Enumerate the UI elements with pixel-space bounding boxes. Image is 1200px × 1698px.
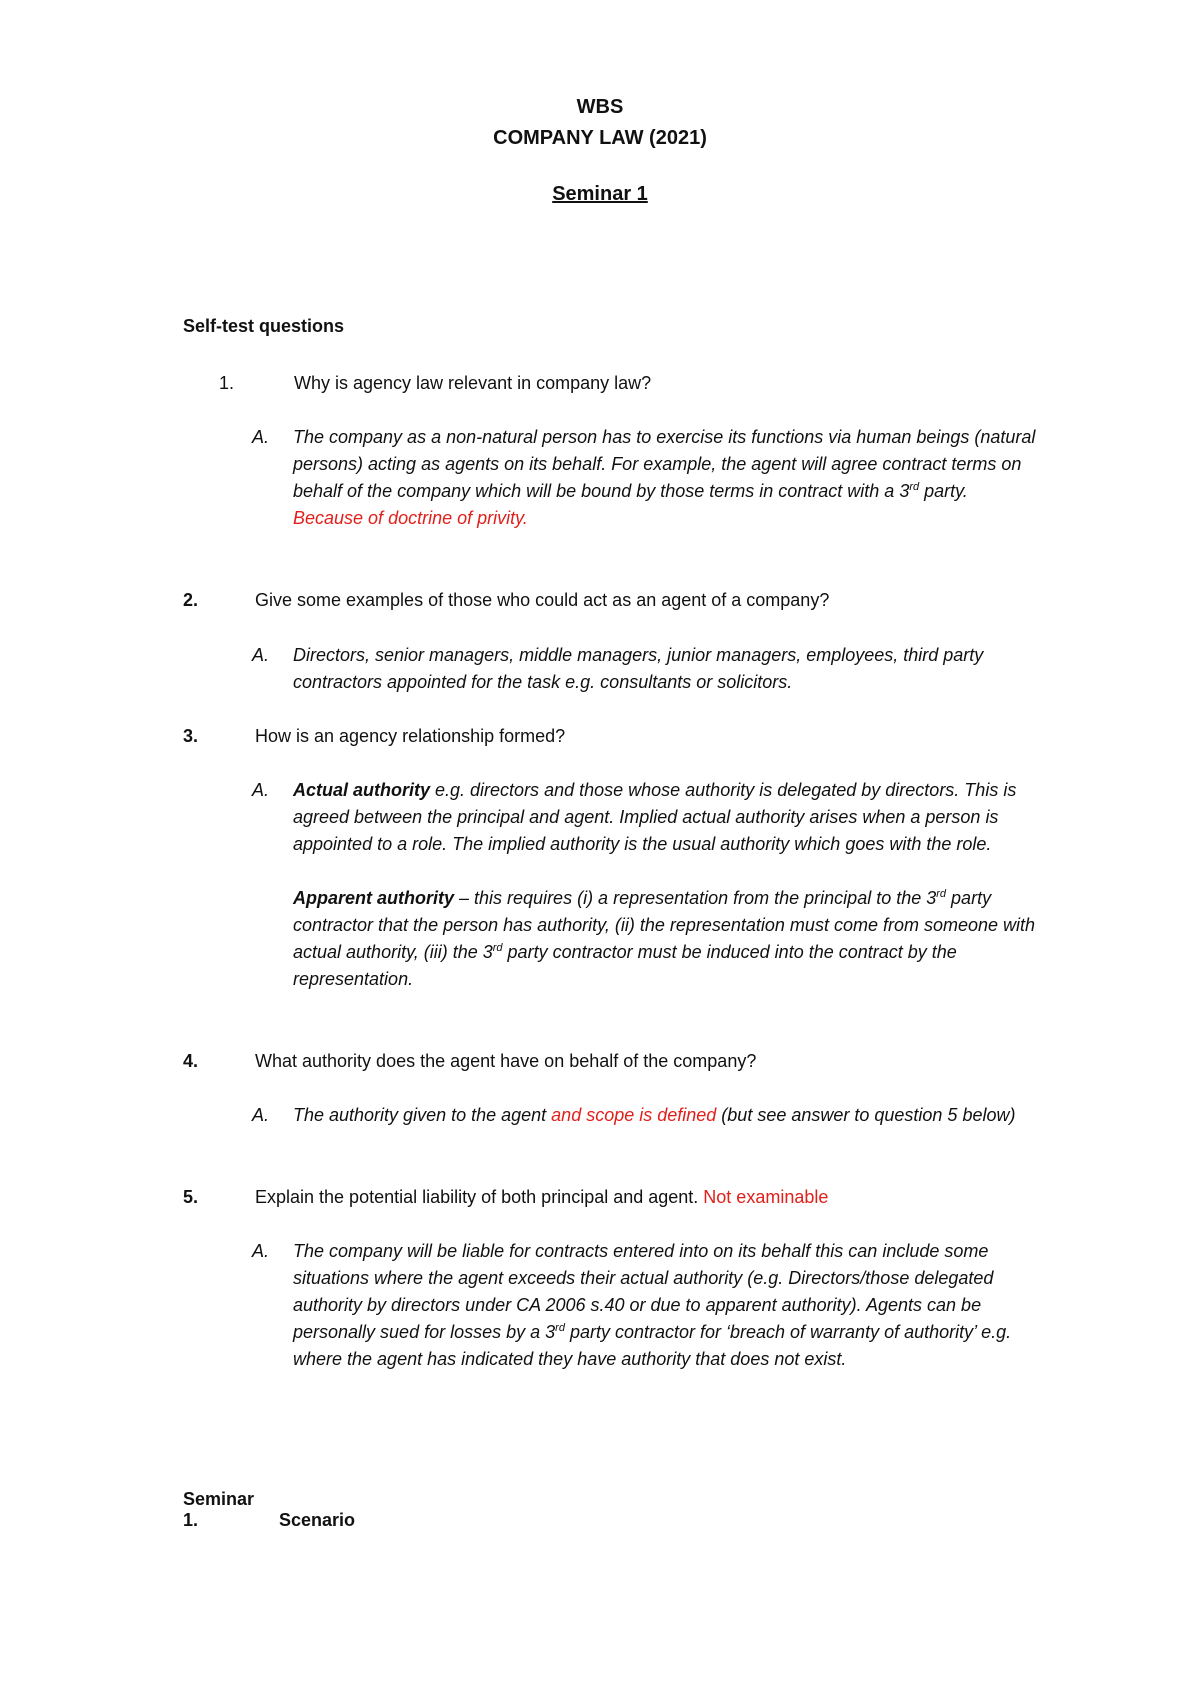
actual-authority-term: Actual authority	[293, 780, 431, 800]
answer-5-label: A.	[252, 1241, 270, 1261]
answer-3-body	[293, 777, 1042, 993]
scenario-label: Seminar 1.	[183, 1489, 255, 1530]
org-title: WBS	[576, 96, 624, 118]
answer-5	[252, 1238, 1042, 1373]
answer-5-text-2: party contractor for ‘breach of warranty of authority’ e.g. where the agent has indicated they have authority that does not exist.	[293, 1322, 1012, 1369]
answer-5-body	[293, 1238, 1042, 1373]
apparent-authority-sup-1: rd	[936, 888, 947, 900]
answer-5-sup: rd	[555, 1322, 565, 1334]
question-3-text: How is an agency relationship formed?	[255, 726, 566, 746]
answer-4-body	[293, 1102, 1042, 1129]
question-4-text: What authority does the agent have on behalf of the company?	[255, 1051, 757, 1071]
answer-4-text-end: (but see answer to question 5 below)	[716, 1105, 1016, 1125]
answer-4	[252, 1102, 1042, 1129]
question-1-number: 1.	[219, 373, 235, 393]
question-5-note: Not examinable	[703, 1187, 829, 1207]
answer-3-label: A.	[252, 780, 270, 800]
answer-4-highlight: and scope is defined	[551, 1105, 717, 1125]
actual-authority-text: e.g. directors and those whose authority is delegated by directors. This is agreed between the principal and agent. Implied actual authority arises when a person is appointed to a role. The implied authority is the usual authority which goes with the role.	[293, 780, 1017, 854]
question-5-question: Explain the potential liability of both principal and agent.	[255, 1187, 704, 1207]
apparent-authority-term: Apparent authority	[293, 888, 455, 908]
apparent-authority-text-3: party contractor must be induced into the contract by the representation.	[293, 942, 957, 989]
apparent-authority-paragraph	[293, 885, 1042, 993]
question-5-number: 5.	[183, 1187, 199, 1207]
answer-4-label: A.	[252, 1105, 270, 1125]
scenario-title: Scenario	[279, 1510, 356, 1530]
self-test-heading: Self-test questions	[183, 316, 345, 336]
apparent-authority-text-1: – this requires (i) a representation from the principal to the 3	[454, 888, 937, 908]
answer-1-sup: rd	[909, 481, 920, 493]
apparent-authority-text-2: party contractor that the person has authority, (ii) the representation must come from someone with actual authority, (iii) the 3	[293, 888, 1036, 962]
question-1-text: Why is agency law relevant in company law?	[294, 373, 652, 393]
question-3-number: 3.	[183, 726, 199, 746]
answer-1-note: Because of doctrine of privity.	[293, 508, 528, 528]
answer-3	[252, 777, 1042, 993]
question-2-text: Give some examples of those who could act as an agent of a company?	[255, 590, 830, 610]
apparent-authority-sup-2: rd	[492, 942, 503, 954]
answer-1-text-end: party.	[919, 481, 968, 501]
answer-2	[252, 642, 1042, 696]
answer-1	[252, 424, 1042, 532]
course-title: COMPANY LAW (2021)	[493, 127, 707, 149]
answer-1-label: A.	[252, 427, 270, 447]
answer-2-body: Directors, senior managers, middle managers, junior managers, employees, third party contractors appointed for the task e.g. consultants or solicitors.	[293, 645, 984, 692]
answer-2-label: A.	[252, 645, 270, 665]
question-4-number: 4.	[183, 1051, 199, 1071]
answer-1-text: The company as a non-natural person has to exercise its functions via human beings (natural persons) acting as agents on its behalf. For example, the agent will agree contract terms on behalf of the company which will be bound by those terms in contract with a 3	[293, 427, 1036, 501]
answer-1-body	[293, 424, 1042, 532]
answer-5-text-1: The company will be liable for contracts entered into on its behalf this can include some situations where the agent exceeds their actual authority (e.g. Directors/those delegated authority by directors under CA 2006 s.40 or due to apparent authority). Agents can be personally sued for losses by a 3	[293, 1241, 994, 1342]
scenario-heading	[183, 1489, 355, 1531]
actual-authority-paragraph	[293, 777, 1042, 858]
seminar-title: Seminar 1	[552, 183, 648, 205]
question-2-number: 2.	[183, 590, 199, 610]
question-5-text	[255, 1184, 828, 1211]
answer-4-text: The authority given to the agent	[293, 1105, 552, 1125]
